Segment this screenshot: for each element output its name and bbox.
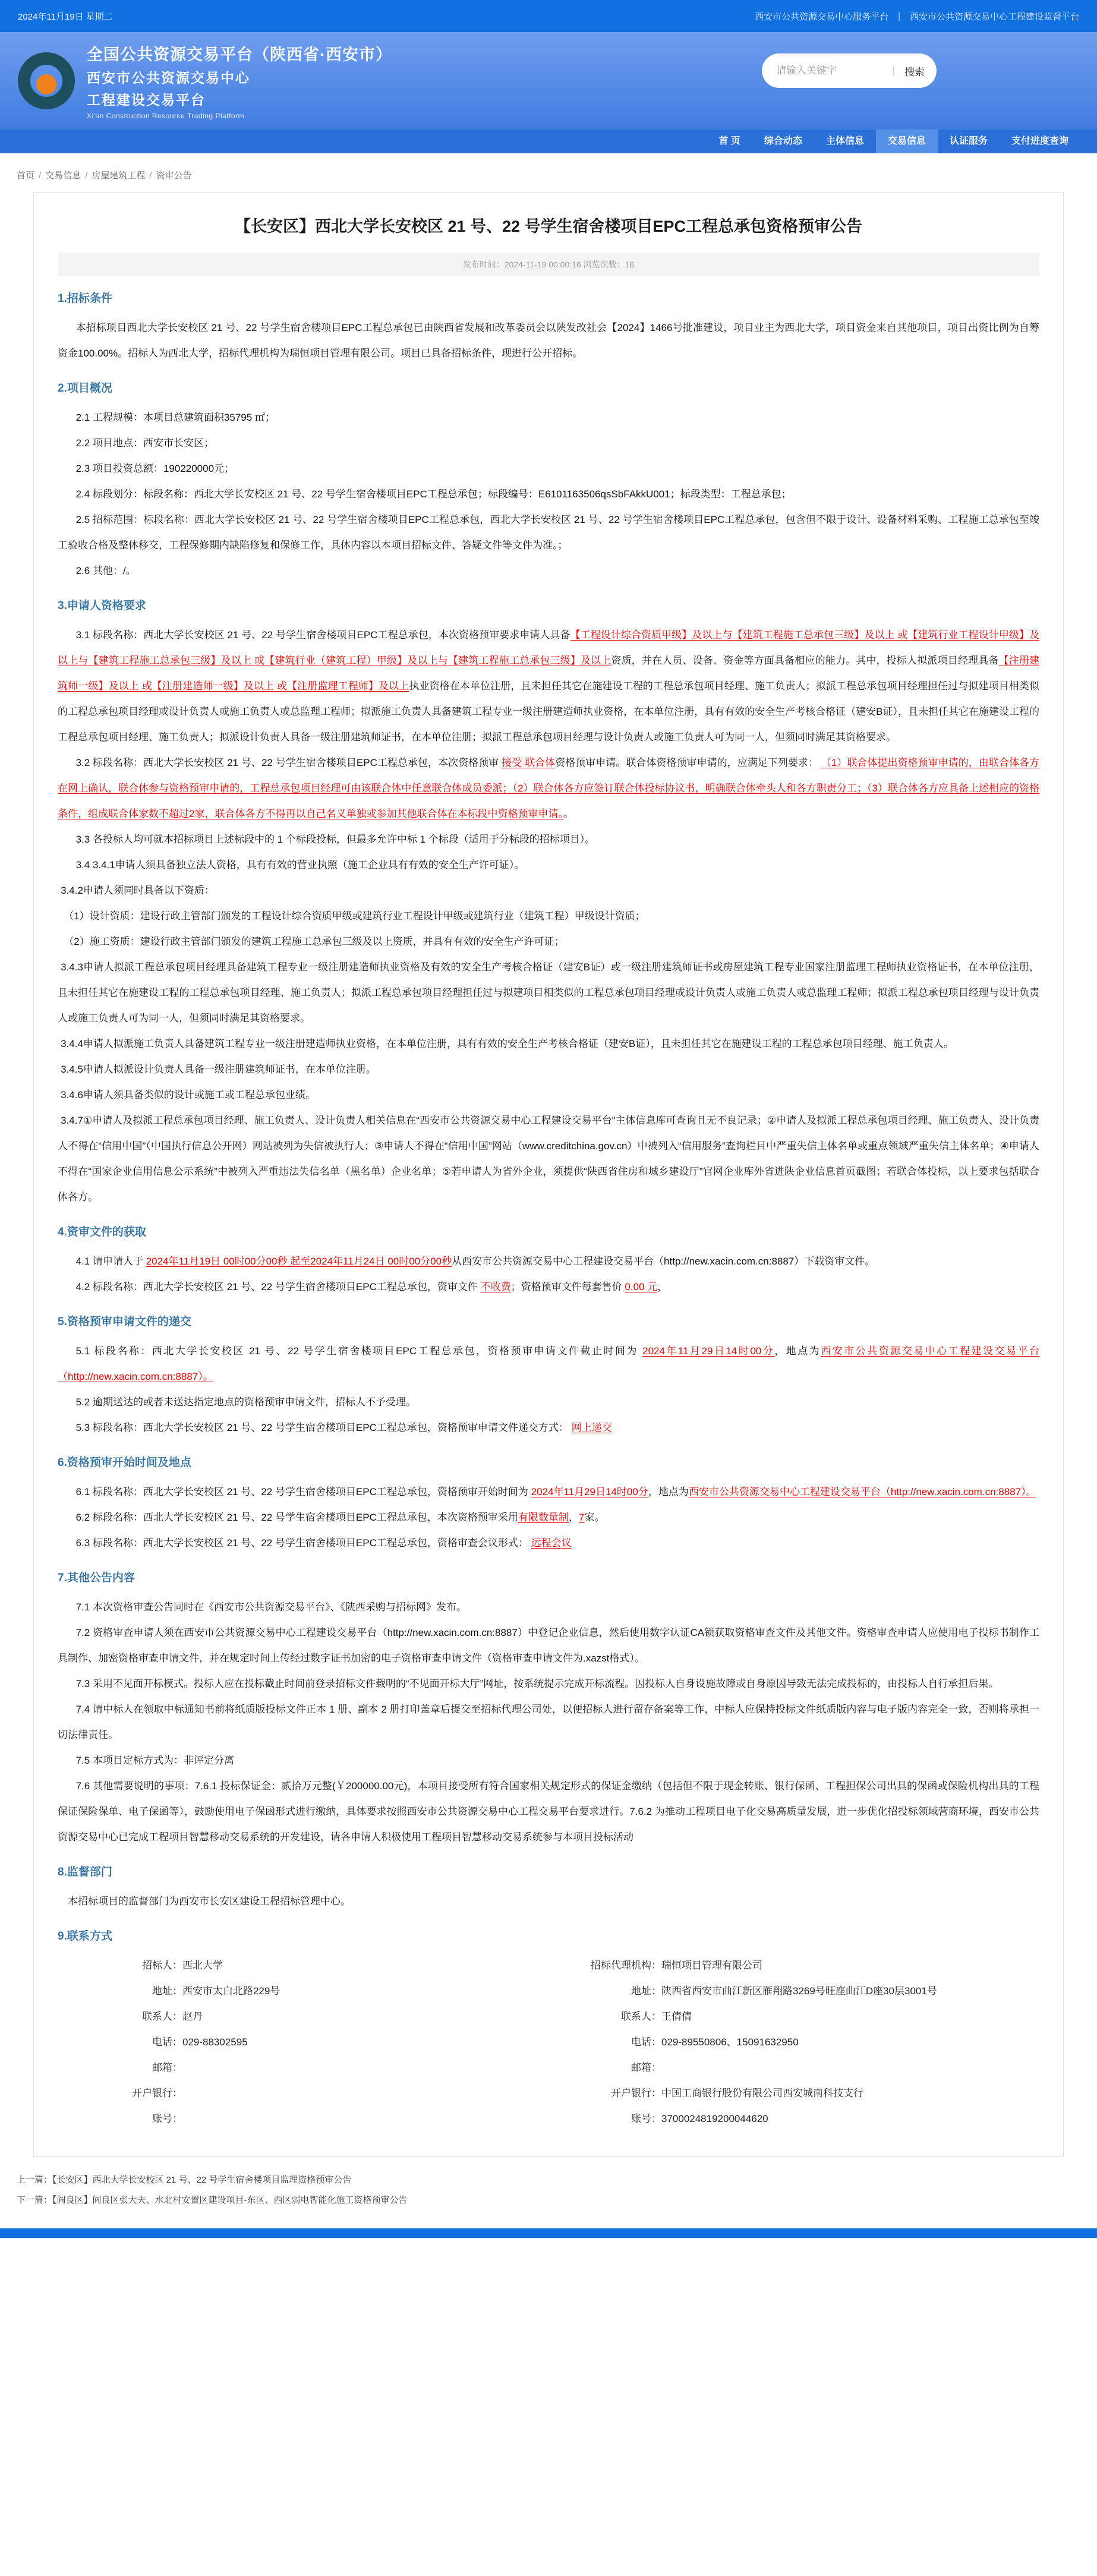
section-heading-8: 8.监督部门 — [58, 1866, 112, 1879]
body-text: 3.4.5申请人拟派设计负责人具备一级注册建筑师证书，在本单位注册。 — [61, 1064, 376, 1076]
contact-label: 招标代理机构： — [591, 1960, 661, 1972]
contact-value — [661, 2055, 1039, 2080]
contact-label: 招标人： — [142, 1960, 182, 1972]
current-date-text: 2024年11月19日 星期二 — [18, 11, 113, 22]
paragraph — [58, 481, 1039, 507]
contact-row — [572, 2055, 1039, 2080]
prev-article-row — [17, 2170, 1097, 2190]
contact-label: 地址： — [631, 1985, 661, 1997]
paragraph — [58, 1888, 1039, 1914]
prev-article-link[interactable]: 【长安区】西北大学长安校区 21 号、22 号学生宿舍楼项目监理资格预审公告 — [52, 2175, 352, 2186]
topbar-divider: | — [898, 11, 900, 21]
body-text: 7.3 采用不见面开标模式。投标人应在投标截止时间前登录招标文件载明的“不见面开标大厅”网址，按系统提示完成开标流程。因投标人自身设施故障或自身原因导致无法完成投标的，由投标人自行承担后果。 — [75, 1678, 999, 1690]
announcement-card — [33, 192, 1064, 2157]
highlighted-text: 西安市公共资源交易中心工程建设交易平台（http://new.xacin.com.cn:8887）。 — [688, 1486, 1036, 1498]
body-text: 2.2 项目地点：西安市长安区； — [75, 437, 214, 449]
section-heading-9: 9.联系方式 — [58, 1930, 112, 1943]
paragraph — [58, 430, 1039, 456]
body-text: 3.4.7①申请人及拟派工程总承包项目经理、施工负责人、设计负责人相关信息在“西安市公共资源交易中心工程建设交易平台”主体信息库可查询且无不良记录；②申请人及拟派工程总承包项目经理、施工负责人、设计负责人不得在“信用中国”（中国执行信息公开网）网站被列为失信被执行人；③申请人不得在“信用中国”网站（www.creditchina.gov.cn）中被列入“信用服务”查询栏目中严重失信主体名单或重点领域严重失信主体名单；④申请人不得在“国家企业信用信息公示系统”中被列入严重违法失信名单（黑名单）企业名单；⑤若申请人为省外企业，须提供“陕西省住房和城乡建设厅”官网企业库外省进陕企业信息首页截图；若联合体投标，以上要求包括联合体各方。 — [58, 1115, 1039, 1203]
body-text: 。 — [563, 808, 573, 820]
body-text: 2.3 项目投资总额：190220000元； — [75, 463, 235, 475]
contact-row — [572, 2080, 1039, 2106]
nav-item-5[interactable]: 认证服务 — [949, 136, 988, 146]
body-text: （1）设计资质：建设行政主管部门颁发的工程设计综合资质甲级或建筑行业工程设计甲级或建筑行业（建筑工程）甲级设计资质； — [64, 910, 645, 922]
search-box — [762, 53, 937, 88]
contact-row — [93, 2055, 560, 2080]
nav-item-4[interactable]: 交易信息 — [876, 130, 938, 153]
breadcrumb-item-1[interactable]: 首页 — [17, 171, 35, 181]
contact-column-tenderer — [58, 1953, 560, 2132]
contact-value: 赵丹 — [182, 2011, 203, 2023]
highlighted-text: 【工程设计综合资质甲级】及以上与【建筑工程施工总承包三级】及以上 或【建筑行业工程设计甲级】及以上与【建筑工程施工总承包三级】及以上 或【建筑行业（建筑工程）甲级】及以上与【建筑工程施工总承包三级】及以上 — [58, 629, 1039, 667]
paragraph — [58, 1108, 1039, 1210]
highlighted-text: 网上递交 — [571, 1422, 612, 1434]
site-title-english: Xi'an Construction Resource Trading Platform — [87, 112, 245, 120]
paragraph — [58, 1479, 1039, 1505]
body-text: 5.1 标段名称：西北大学长安校区 21 号、22 号学生宿舍楼项目EPC工程总承包，资格预审申请文件截止时间为 — [75, 1345, 643, 1357]
next-label: 下一篇： — [17, 2195, 53, 2206]
paragraph — [58, 878, 1039, 903]
top-utility-bar — [0, 0, 1097, 32]
section-heading-5: 5.资格预审申请文件的递交 — [58, 1316, 191, 1329]
body-text: 7.1 本次资格审查公告同时在《西安市公共资源交易平台》、《陕西采购与招标网》发布。 — [75, 1601, 466, 1613]
body-text: 3.4.6申请人须具备类似的设计或施工或工程总承包业绩。 — [61, 1089, 316, 1101]
highlighted-text: 7 — [578, 1512, 585, 1524]
contact-row — [93, 2080, 560, 2106]
contact-label: 地址： — [152, 1985, 182, 1997]
paragraph — [58, 954, 1039, 1031]
contact-label: 联系人： — [142, 2011, 182, 2023]
body-text: 3.1 标段名称：西北大学长安校区 21 号、22 号学生宿舍楼项目EPC工程总承包，本次资格预审要求申请人具备 — [75, 629, 570, 641]
contact-row — [572, 1953, 1039, 1978]
paragraph — [58, 852, 1039, 878]
body-text: 3.2 标段名称：西北大学长安校区 21 号、22 号学生宿舍楼项目EPC工程总承包，本次资格预审 — [75, 757, 502, 769]
contact-row — [572, 1978, 1039, 2004]
paragraph — [58, 1505, 1039, 1530]
body-text: ，地点为 — [648, 1486, 689, 1498]
body-text: 3.4.4申请人拟派施工负责人具备建筑工程专业一级注册建造师执业资格，在本单位注册，具有有效的安全生产考核合格证（建安B证），且未担任其它在施建设工程的工程总承包项目经理、施工负责人。 — [61, 1038, 954, 1050]
contact-label: 邮箱： — [152, 2062, 182, 2074]
paragraph — [58, 507, 1039, 558]
contact-row — [93, 2106, 560, 2132]
search-button[interactable]: 搜索 — [904, 66, 925, 78]
body-text: 2.1 工程规模：本项目总建筑面积35795 ㎡； — [75, 412, 275, 424]
breadcrumb — [0, 153, 1097, 192]
site-header — [0, 32, 1097, 130]
body-text: 3.4.3申请人拟派工程总承包项目经理具备建筑工程专业一级注册建造师执业资格及有效的安全生产考核合格证（建安B证）或一级注册建筑师证书或房屋建筑工程专业国家注册监理工程师执业资格证书，在本单位注册，且未担任其它在施建设工程的工程总承包项目经理、施工负责人；拟派工程总承包项目经理担任过与拟建项目相类似的工程总承包项目经理或设计负责人或施工负责人或总监理工程师；拟派工程总承包项目经理与设计负责人或施工负责人可为同一人，但须同时满足其资格要求。 — [58, 961, 1039, 1024]
body-text: 4.2 标段名称：西北大学长安校区 21 号、22 号学生宿舍楼项目EPC工程总承包，资审文件 — [75, 1281, 481, 1293]
contact-label: 电话： — [631, 2036, 661, 2048]
contact-row — [572, 2004, 1039, 2029]
highlighted-text: 接受 联合体 — [502, 757, 556, 769]
contact-value: 瑞恒项目管理有限公司 — [661, 1960, 762, 1972]
highlighted-text: 西安市公共资源交易中心工程建设交易平台（http://new.xacin.com.cn:8887）。 — [58, 1345, 1040, 1383]
highlighted-text: 【注册建筑师一级】及以上 或【注册建造师一级】及以上 或【注册监理工程师】及以上 — [58, 655, 1039, 692]
paragraph — [58, 1748, 1039, 1773]
body-text: （2）施工资质：建设行政主管部门颁发的建筑工程施工总承包三级及以上资质，并具有有效的安全生产许可证； — [64, 936, 565, 948]
section-heading-7: 7.其他公告内容 — [58, 1572, 135, 1585]
paragraph — [58, 1697, 1039, 1748]
contact-row — [93, 1953, 560, 1978]
paragraph — [58, 1594, 1039, 1620]
topbar-link-supervision-platform[interactable]: 西安市公共资源交易中心工程建设监督平台 — [909, 11, 1079, 22]
highlighted-text: 0.00 元 — [625, 1281, 658, 1293]
contact-label: 邮箱： — [631, 2062, 661, 2074]
breadcrumb-item-4: 资审公告 — [156, 171, 192, 181]
contact-value — [182, 2080, 560, 2106]
body-text: 2.6 其他：/。 — [75, 565, 136, 577]
contact-value: 中国工商银行股份有限公司西安城南科技支行 — [661, 2088, 863, 2099]
body-text: 本招标项目西北大学长安校区 21 号、22 号学生宿舍楼项目EPC工程总承包已由陕西省发展和改革委员会以陕发改社会【2024】1466号批准建设，项目业主为西北大学，项目资金来自其他项目，项目出资比例为自筹资金100.00%。招标人为西北大学，招标代理机构为瑞恒项目管理有限公司。项目已具备招标条件，现进行公开招标。 — [58, 322, 1039, 360]
body-text: 3.4 3.4.1申请人须具备独立法人资格，具有有效的营业执照（施工企业具有有效的安全生产许可证）。 — [75, 859, 525, 871]
logo-dot-icon — [36, 74, 56, 94]
contact-value: 029-88302595 — [182, 2036, 248, 2048]
contact-value: 陕西省西安市曲江新区雁翔路3269号旺座曲江D座30层3001号 — [661, 1985, 937, 1997]
next-article-link[interactable]: 【阎良区】阎良区张大夫、水北村安置区建设项目-东区、西区弱电智能化施工资格预审公告 — [52, 2195, 408, 2206]
contact-row — [93, 2029, 560, 2055]
topbar-links — [755, 10, 1079, 23]
body-text: 从西安市公共资源交易中心工程建设交易平台（http://new.xacin.com.cn:8887）下载资审文件。 — [452, 1256, 875, 1267]
contact-label: 账号： — [152, 2113, 182, 2125]
body-text: 资质，并在人员、设备、资金等方面具备相应的能力。其中，投标人拟派项目经理具备 — [611, 655, 999, 667]
body-text: ， — [657, 1281, 668, 1293]
highlighted-text: （1）联合体提出资格预审申请的，由联合体各方在网上确认，联合体参与资格预审申请的，工程总承包项目经理可由该联合体中任意联合体成员委派；（2）联合体各方应签订联合体投标协议书，明确联合体牵头人和各方职责分工；（3）联合体各方应具备上述相应的资格条件，组成联合体家数不超过2家，联合体各方不得再以自己名义单独或参加其他联合体在本标段中资格预审申请。 — [58, 757, 1039, 820]
search-divider: | — [892, 65, 895, 76]
prev-label: 上一篇： — [17, 2175, 53, 2186]
body-text: 家。 — [584, 1512, 605, 1524]
topbar-link-service-platform[interactable]: 西安市公共资源交易中心服务平台 — [755, 11, 889, 22]
paragraph — [58, 1082, 1039, 1108]
section-heading-3: 3.申请人资格要求 — [58, 600, 146, 613]
body-text: 资格预审申请。联合体资格预审申请的，应满足下列要求： — [555, 757, 821, 769]
body-text: 2.5 招标范围：标段名称：西北大学长安校区 21 号、22 号学生宿舍楼项目EPC工程总承包，西北大学长安校区 21 号、22 号学生宿舍楼项目EPC工程总承包，包含但不限于设计、设备材料采购、工程施工总承包至竣工验收合格及整体移交，工程保修期内缺陷修复和保修工作，具体内容以本项目招标文件、答疑文件等文件为准。； — [58, 514, 1039, 551]
contact-value — [182, 2055, 560, 2080]
page-title: 【长安区】西北大学长安校区 21 号、22 号学生宿舍楼项目EPC工程总承包资格预审公告 — [234, 217, 863, 235]
paragraph — [58, 903, 1039, 929]
paragraph — [58, 558, 1039, 584]
section-heading-4: 4.资审文件的获取 — [58, 1226, 146, 1239]
contact-label: 账号： — [631, 2113, 661, 2125]
section-heading-1: 1.招标条件 — [58, 292, 112, 305]
breadcrumb-separator: / — [85, 171, 88, 181]
site-title-center: 西安市公共资源交易中心 — [87, 70, 250, 86]
paragraph — [58, 1671, 1039, 1697]
body-text: 7.4 请中标人在领取中标通知书前将纸质版投标文件正本 1 册、副本 2 册打印盖章后提交至招标代理公司处，以便招标人进行留存备案等工作，中标人应保持投标文件纸质版内容与电子版内容完全一致，否则将承担一切法律责任。 — [58, 1704, 1039, 1741]
breadcrumb-separator: / — [39, 171, 42, 181]
main-nav — [0, 130, 1097, 153]
body-text: ，地点为 — [774, 1345, 821, 1357]
paragraph — [58, 1620, 1039, 1671]
section-heading-6: 6.资格预审开始时间及地点 — [58, 1456, 191, 1470]
highlighted-text: 有限数量制 — [518, 1512, 569, 1524]
footer-strip — [0, 2228, 1097, 2238]
contact-row — [93, 1978, 560, 2004]
site-title-national: 全国公共资源交易平台（陕西省·西安市） — [87, 46, 392, 64]
section-heading-2: 2.项目概况 — [58, 382, 112, 395]
contact-value: 3700024819200044620 — [661, 2113, 768, 2125]
body-text: 2.4 标段划分：标段名称：西北大学长安校区 21 号、22 号学生宿舍楼项目EPC工程总承包；标段编号：E6101163506qsSbFAkkU001；标段类型：工程总承包； — [75, 488, 792, 500]
contact-row — [93, 2004, 560, 2029]
contact-row — [572, 2029, 1039, 2055]
publish-meta-bar: 发布时间：2024-11-19 00:00:16 浏览次数：16 — [58, 253, 1039, 276]
body-text: 7.5 本项目定标方式为：非评定分离 — [75, 1755, 234, 1767]
paragraph — [58, 1415, 1039, 1440]
paragraph — [58, 1773, 1039, 1850]
nav-item-3[interactable]: 主体信息 — [825, 136, 864, 146]
nav-item-1[interactable]: 首 页 — [718, 136, 740, 146]
document-body — [58, 286, 1039, 1949]
body-text: 本招标项目的监督部门为西安市长安区建设工程招标管理中心。 — [68, 1896, 351, 1907]
body-text: 6.1 标段名称：西北大学长安校区 21 号、22 号学生宿舍楼项目EPC工程总承包，资格预审开始时间为 — [75, 1486, 531, 1498]
contact-label: 联系人： — [621, 2011, 661, 2023]
body-text: 4.1 请申请人于 — [75, 1256, 146, 1267]
paragraph — [58, 1248, 1039, 1274]
body-text: ， — [568, 1512, 579, 1524]
contact-section — [58, 1953, 1039, 2132]
paragraph — [58, 1274, 1039, 1300]
contact-column-agency — [560, 1953, 1039, 2132]
paragraph — [58, 1530, 1039, 1556]
body-text: 6.2 标段名称：西北大学长安校区 21 号、22 号学生宿舍楼项目EPC工程总承包，本次资格预审采用 — [75, 1512, 518, 1524]
highlighted-text: 不收费 — [480, 1281, 511, 1293]
site-logo — [18, 52, 75, 109]
paragraph — [58, 315, 1039, 366]
paragraph — [58, 929, 1039, 954]
contact-value: 西北大学 — [182, 1960, 223, 1972]
body-text: 3.4.2申请人须同时具备以下资质： — [61, 885, 215, 897]
contact-value — [182, 2106, 560, 2132]
contact-value: 西安市太白北路229号 — [182, 1985, 280, 1997]
body-text: ；资格预审文件每套售价 — [510, 1281, 625, 1293]
site-titles — [87, 42, 392, 120]
search-input[interactable] — [776, 65, 888, 77]
body-text: 7.2 资格审查申请人须在西安市公共资源交易中心工程建设交易平台（http://new.xacin.com.cn:8887）中登记企业信息，然后使用数字认证CA锁获取资格审查文件及其他文件。资格审查申请人应使用电子投标书制作工具制作、加密资格审查申请文件，并在规定时间上传经过数字证书加密的电子资格审查申请文件（资格审查申请文件为.xazst格式）。 — [58, 1627, 1039, 1664]
highlighted-text: 2024年11月29日14时00分 — [642, 1345, 775, 1357]
body-text: 3.3 各投标人均可就本招标项目上述标段中的 1 个标段投标，但最多允许中标 1 个标段（适用于分标段的招标项目）。 — [75, 834, 595, 846]
prev-next-links — [17, 2170, 1097, 2211]
contact-value: 029-89550806、15091632950 — [661, 2036, 799, 2048]
paragraph — [58, 456, 1039, 481]
highlighted-text: 远程会议 — [531, 1537, 572, 1549]
highlighted-text: 2024年11月19日 00时00分00秒 起至2024年11月24日 00时00分00秒 — [146, 1256, 452, 1267]
contact-row — [572, 2106, 1039, 2132]
contact-value: 王倩倩 — [661, 2011, 692, 2023]
paragraph — [58, 1389, 1039, 1415]
paragraph — [58, 1031, 1039, 1057]
breadcrumb-item-3[interactable]: 房屋建筑工程 — [92, 171, 146, 181]
body-text: 执业资格在本单位注册，且未担任其它在施建设工程的工程总承包项目经理、施工负责人；拟派工程总承包项目经理担任过与拟建项目相类似的工程总承包项目经理或设计负责人或施工负责人或总监理工程师；拟派施工负责人具备建筑工程专业一级注册建造师执业资格，在本单位注册，具有有效的安全生产考核合格证（建安B证），且未担任其它在施建设工程的工程总承包项目经理、施工负责人；拟派设计负责人具备一级注册建筑师证书，在本单位注册；拟派工程总承包项目经理与设计负责人或施工负责人可为同一人，但须同时满足其资格要求。 — [58, 680, 1039, 743]
paragraph — [58, 1057, 1039, 1082]
nav-item-2[interactable]: 综合动态 — [764, 136, 802, 146]
paragraph — [58, 405, 1039, 430]
contact-label: 开户银行： — [611, 2088, 661, 2099]
next-article-row — [17, 2190, 1097, 2211]
breadcrumb-separator: / — [149, 171, 152, 181]
contact-label: 开户银行： — [132, 2088, 182, 2099]
highlighted-text: 2024年11月29日14时00分 — [531, 1486, 648, 1498]
contact-label: 电话： — [152, 2036, 182, 2048]
paragraph — [58, 1338, 1039, 1389]
breadcrumb-item-2[interactable]: 交易信息 — [45, 171, 81, 181]
body-text: 5.2 逾期送达的或者未送达指定地点的资格预审申请文件，招标人不予受理。 — [75, 1396, 416, 1408]
body-text: 5.3 标段名称：西北大学长安校区 21 号、22 号学生宿舍楼项目EPC工程总承包，资格预审申请文件递交方式： — [75, 1422, 572, 1434]
site-title-platform: 工程建设交易平台 — [87, 92, 206, 108]
paragraph — [58, 622, 1039, 750]
nav-item-6[interactable]: 支付进度查询 — [1011, 136, 1068, 146]
paragraph — [58, 827, 1039, 852]
paragraph — [58, 750, 1039, 827]
body-text: 6.3 标段名称：西北大学长安校区 21 号、22 号学生宿舍楼项目EPC工程总承包，资格审查会议形式： — [75, 1537, 531, 1549]
body-text: 7.6 其他需要说明的事项：7.6.1 投标保证金：贰拾万元整(￥200000.00元)，本项目接受所有符合国家相关规定形式的保证金缴纳（包括但不限于现金转账、银行保函、工程担保公司出具的保函或保险机构出具的工程保证保险保单、电子保函等），鼓励使用电子保函形式进行缴纳，具体要求按照西安市公共资源交易中心工程交易平台要求进行。7.6.2 为推动工程项目电子化交易高质量发展，进一步优化招投标领域营商环境，西安市公共资源交易中心已完成工程项目智慧移动交易系统的开发建设，请各申请人积极使用工程项目智慧移动交易系统参与本项目投标活动 — [58, 1780, 1039, 1843]
